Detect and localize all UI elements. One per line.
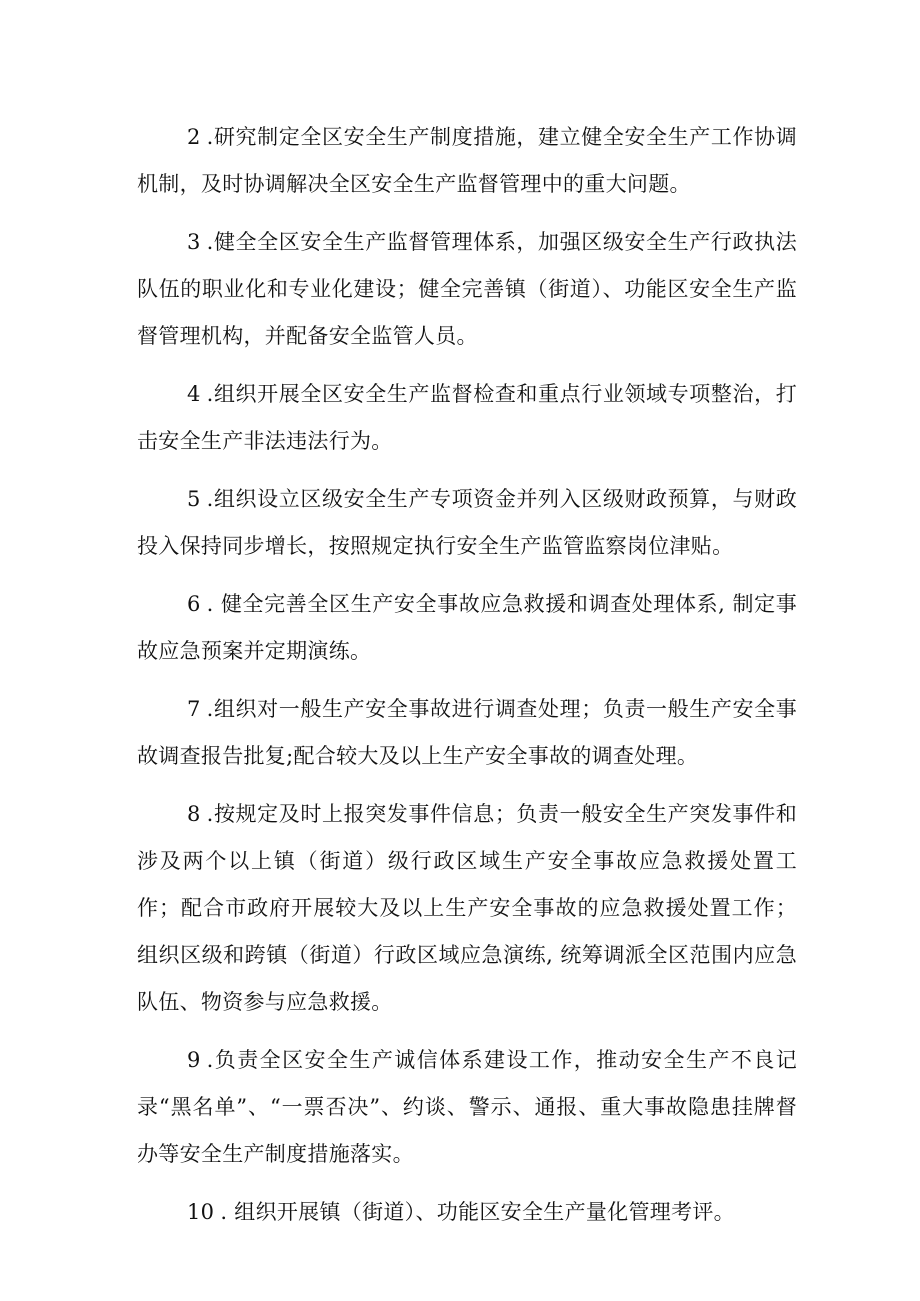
item-number: 10 xyxy=(187,1200,215,1224)
item-number: 8 xyxy=(187,802,201,826)
list-item xyxy=(137,686,797,780)
list-item xyxy=(137,1189,797,1236)
list-item xyxy=(137,476,797,570)
item-text: . 组织开展镇（街道）、功能区安全生产量化管理考评。 xyxy=(220,1200,735,1224)
item-number: 4 xyxy=(187,382,201,406)
item-number: 6 xyxy=(187,592,201,616)
document-body xyxy=(137,114,797,1247)
list-item xyxy=(137,581,797,675)
item-text: .组织开展全区安全生产监督检查和重点行业领域专项整治，打击安全生产非法违法行为。 xyxy=(137,382,797,453)
item-text: .组织对一般生产安全事故进行调查处理；负责一般生产安全事故调查报告批复;配合较大及以上生产安全事故的调查处理。 xyxy=(137,697,797,768)
item-number: 9 xyxy=(187,1048,201,1072)
item-number: 2 xyxy=(187,125,201,149)
list-item xyxy=(137,371,797,465)
list-item xyxy=(137,1037,797,1178)
item-text: .负责全区安全生产诚信体系建设工作，推动安全生产不良记录“黑名单”、“一票否决”、约谈、警示、通报、重大事故隐患挂牌督办等安全生产制度措施落实。 xyxy=(137,1048,797,1166)
item-number: 5 xyxy=(187,487,201,511)
item-number: 7 xyxy=(187,697,201,721)
item-text: .研究制定全区安全生产制度措施，建立健全安全生产工作协调机制，及时协调解决全区安全生产监督管理中的重大问题。 xyxy=(137,125,797,196)
list-item xyxy=(137,114,797,208)
item-text: .按规定及时上报突发事件信息；负责一般安全生产突发事件和涉及两个以上镇（街道）级行政区域生产安全事故应急救援处置工作；配合市政府开展较大及以上生产安全事故的应急救援处置工作；组织区级和跨镇（街道）行政区域应急演练, 统筹调派全区范围内应急队伍、物资参与应急救援。 xyxy=(137,802,797,1014)
item-text: .健全全区安全生产监督管理体系，加强区级安全生产行政执法队伍的职业化和专业化建设；健全完善镇（街道）、功能区安全生产监督管理机构，并配备安全监管人员。 xyxy=(137,230,797,348)
item-text: .组织设立区级安全生产专项资金并列入区级财政预算，与财政投入保持同步增长，按照规定执行安全生产监管监察岗位津贴。 xyxy=(137,487,797,558)
item-number: 3 xyxy=(187,230,201,254)
item-text: . 健全完善全区生产安全事故应急救援和调查处理体系, 制定事故应急预案并定期演练。 xyxy=(137,592,797,663)
list-item xyxy=(137,219,797,360)
list-item xyxy=(137,791,797,1026)
